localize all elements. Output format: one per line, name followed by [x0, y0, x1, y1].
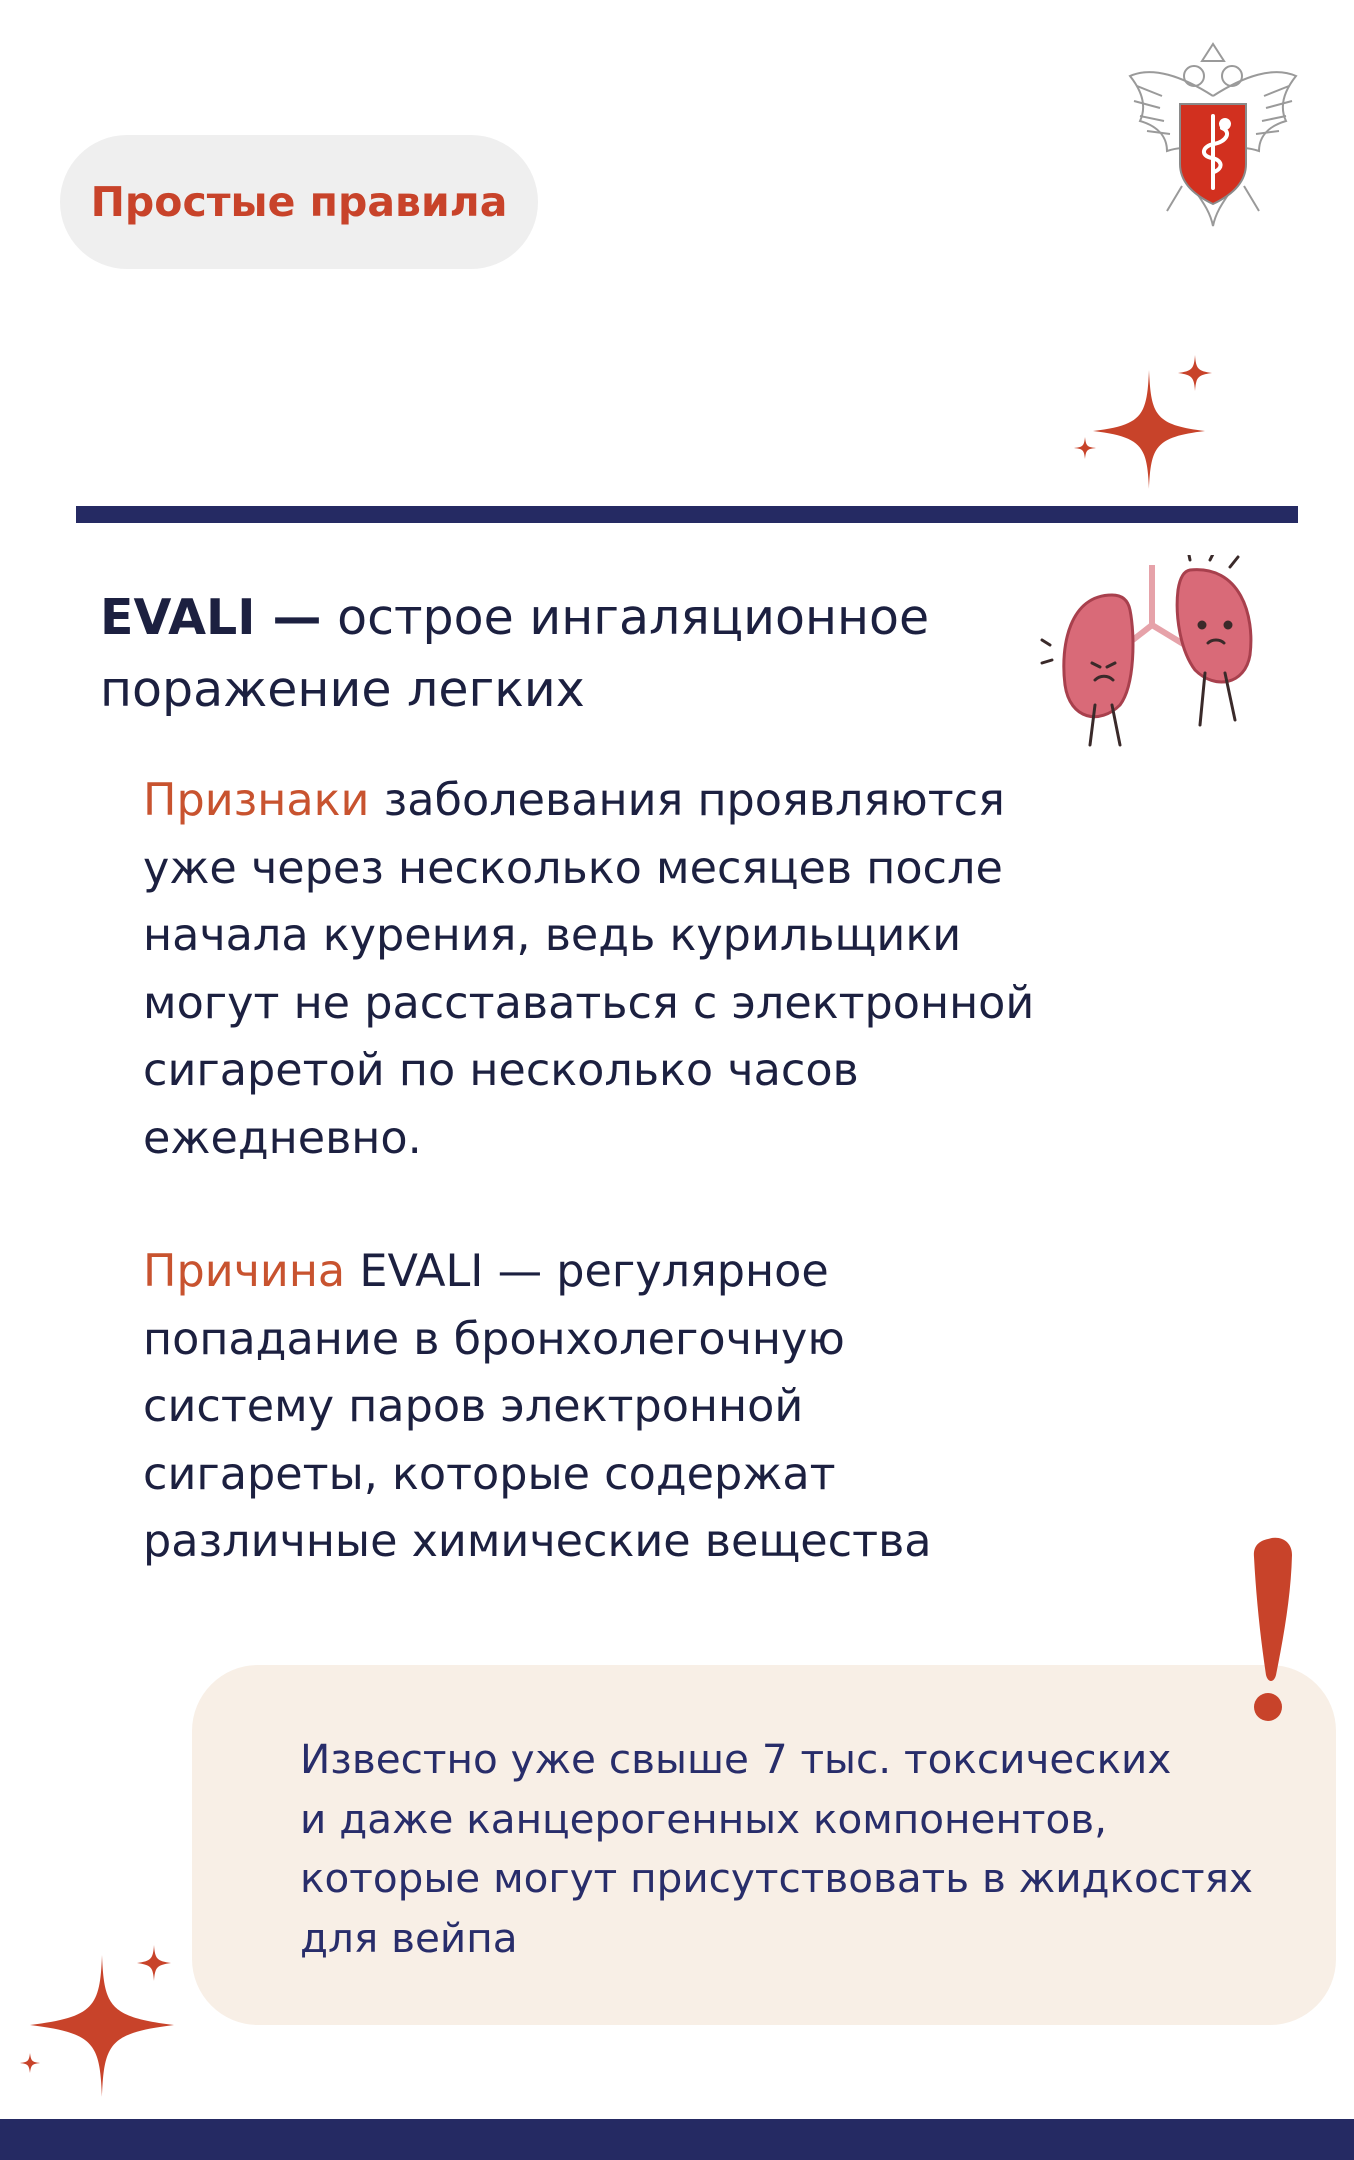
signs-paragraph	[143, 767, 1123, 1172]
signs-line5: сигаретой по несколько часов	[143, 1045, 859, 1096]
title-line1: острое ингаляционное	[321, 589, 930, 646]
note-line1: Известно уже свыше 7 тыс. токсических	[300, 1735, 1172, 1783]
lungs-character-icon	[1040, 555, 1270, 765]
cause-line3: систему паров электронной	[143, 1381, 804, 1432]
signs-line2: уже через несколько месяцев после	[143, 842, 1003, 894]
section-badge	[60, 135, 538, 269]
footer-bar	[0, 2119, 1354, 2160]
title-bold: EVALI —	[100, 589, 322, 646]
cause-line1: EVALI — регулярное	[345, 1246, 829, 1297]
sparkle-icon	[1065, 355, 1225, 495]
note-line3: которые могут присутствовать в жидкостях	[300, 1854, 1253, 1902]
cause-paragraph	[143, 1238, 1123, 1576]
signs-line4: могут не расставаться с электронной	[143, 977, 1035, 1029]
signs-line3: начала курения, ведь курильщики	[143, 910, 962, 961]
title-line2: поражение легких	[100, 661, 585, 718]
ministry-emblem-icon	[1122, 36, 1304, 232]
cause-line4: сигареты, которые содержат	[143, 1448, 836, 1500]
exclamation-icon	[1238, 1535, 1310, 1725]
section-divider	[76, 506, 1298, 523]
sparkle-icon	[14, 1945, 194, 2105]
note-line4: для вейпа	[300, 1913, 518, 1962]
cause-line2: попадание в бронхолегочную	[143, 1313, 845, 1365]
cause-accent: Причина	[143, 1246, 346, 1297]
note-line2: и даже канцерогенных компонентов,	[300, 1794, 1108, 1843]
page-title	[100, 582, 1020, 726]
signs-line1: заболевания проявляются	[369, 775, 1005, 826]
signs-line6: ежедневно.	[143, 1112, 422, 1164]
section-badge-label: Простые правила	[90, 178, 508, 226]
note-text	[300, 1730, 1310, 1968]
signs-accent: Признаки	[143, 775, 370, 826]
cause-line5: различные химические вещества	[143, 1516, 932, 1567]
